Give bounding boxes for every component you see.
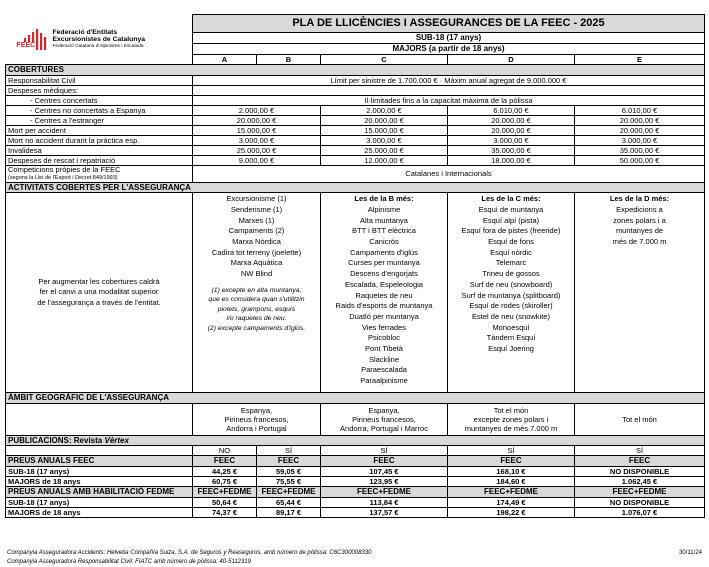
fedme-price-value: 174,49 € [448,497,575,507]
d-activity-item: Monoesquí [492,322,530,332]
ab-activity-item: NW Blind [240,269,273,279]
c-activity-item: Escalada, Espeleologia [345,279,423,289]
fedme-column-header: FEEC+FEDME [448,486,575,497]
e-activity-item: muntanyes de [615,226,664,236]
publicacions-label: PUBLICACIONS: Revista [8,435,103,445]
feec-price-value: 59,05 € [257,466,321,476]
footer-insurer-accidents: Companyia Asseguradora Accidents: Helvetia Compañía Suiza, S.A. de Seguros y Reaseguros, amb número de pòlissa: C6C300008330 [7,550,372,556]
c-activity-item: Raquetes de neu [355,290,413,300]
feec-price-value: 60,75 € [193,476,257,486]
section-publicacions [6,435,705,446]
fedme-price-value: 65,44 € [257,497,321,507]
section-preus-feec: PREUS ANUALS FEEC [6,456,193,467]
coverage-value: 2.000,00 € [321,105,448,115]
preus-fedme-rows [6,497,705,517]
coverage-row-label: - Centres a l'estranger [6,115,193,125]
activitats-note-line: fer el canvi a una modalitat superior [39,287,159,297]
coverage-row-label: Mort per accident [6,125,193,135]
medical-blank [193,85,705,95]
ab-activity-item: Campaments (2) [228,226,285,236]
d-activity-item: Surf de neu (snowboard) [469,279,553,289]
ab-note-1 [195,286,318,324]
coverage-value: 20.000,00 € [575,125,705,135]
feec-column-header: FEEC [575,456,705,467]
coverage-value: 12.000,00 € [321,155,448,165]
fedme-price-label: MAJORS de 18 anys [6,507,193,517]
publicacions-value: NO [193,446,257,456]
coverage-value-ab: 15.000,00 € [193,125,321,135]
plan-table [5,14,705,518]
c-activity-item: Alta muntanya [360,215,408,225]
d-activity-item: Estel de neu (snowkite) [472,311,550,321]
fedme-price-value: 89,17 € [257,507,321,517]
coverage-value: 3.000,00 € [448,135,575,145]
d-activity-item: Surf de muntanya (splitboard) [461,290,561,300]
ambit-d [448,403,575,435]
feec-price-value: 107,45 € [321,466,448,476]
d-activity-item: Esquí alpí (pista) [482,215,540,225]
section-cobertures: COBERTURES [6,65,705,76]
publicacions-blank [6,446,193,456]
c-activity-item: Vies ferrades [361,322,407,332]
c-activity-item: Alpinisme [367,204,401,214]
activitats-note-text [8,277,190,309]
coverage-row [6,125,705,135]
section-ambit: ÀMBIT GEOGRÀFIC DE L'ASSEGURANÇA [6,393,705,404]
majors-header: MAJORS (a partir de 18 anys) [193,44,705,55]
coverage-row [6,105,705,115]
fedme-column-header: FEEC+FEDME [575,486,705,497]
ambit-ab-line: Andorra i Portugal [226,423,287,433]
coverage-value: 15.000,00 € [321,125,448,135]
row-label-concertats: - Centres concertats [6,95,193,105]
coverage-row [6,115,705,125]
preus-feec-rows [6,466,705,486]
activitats-note-line: Per augmentar les cobertures caldrà [38,276,160,286]
e-title: Les de la D més: [609,194,670,204]
row-label-rc: Responsabilitat Civil [6,75,193,85]
c-activity-item: Duatló per muntanya [349,311,419,321]
fedme-price-label: SUB-18 (17 anys) [6,497,193,507]
fedme-column-header: FEEC+FEDME [257,486,321,497]
ambit-ab-line: Espanya, [240,405,273,415]
fedme-column-header: FEEC+FEDME [193,486,257,497]
c-activity-item: Canicròs [369,237,399,246]
feec-price-label: MAJORS de 18 anys [6,476,193,486]
d-activity-item: Esquí fora de pistes (freeride) [461,226,561,236]
coverage-row [6,145,705,155]
d-activity-item: Esquí de rodes (skiroller) [469,301,553,311]
publicacions-value: SÍ [321,446,448,456]
ambit-c-line: Pirineus francesos, [352,414,416,424]
logo-cell [6,15,193,65]
d-activity-item: Esquí nòrdic [490,247,532,257]
concertats-value: Il·limitades fins a la capacitat màxima de la pòlissa [193,95,705,105]
coverage-value: 3.000,00 € [575,135,705,145]
logo-text [53,29,146,50]
coverage-value: 6.010,00 € [575,105,705,115]
coverage-value: 50.000,00 € [575,155,705,165]
feec-price-value: 75,55 € [257,476,321,486]
ambit-c-line: Espanya, [368,405,400,415]
footer-insurer-rc: Companyia Asseguradora Responsabilitat Civil: FIATC amb número de pòlissa: 40-5112319 [7,559,252,565]
c-activity-item: Campaments d'iglús [350,247,418,257]
activitats-note-line: de l'assegurança a través de l'entitat. [37,298,161,308]
feec-price-value: 184,60 € [448,476,575,486]
feec-column-header: FEEC [193,456,257,467]
fedme-price-row [6,507,705,517]
column-header-a: A [193,55,257,65]
logo-line1: Federació d'Entitats [52,28,118,36]
feec-price-label: SUB-18 (17 anys) [6,466,193,476]
row-label-competicions [6,165,193,182]
activitats-d [448,193,575,393]
ab-activity-list [195,194,318,280]
fedme-price-row [6,497,705,507]
coverage-value: 25.000,00 € [321,145,448,155]
ab-activity-item: Marxa Aquàtica [230,258,283,268]
fedme-price-value: 50,64 € [193,497,257,507]
coverage-row [6,155,705,165]
page-title: PLA DE LLICÈNCIES I ASSEGURANCES DE LA FEEC - 2025 [193,15,705,33]
feec-column-header: FEEC [257,456,321,467]
d-activity-item: Esquí de muntanya [478,204,544,214]
preus-fedme-header [6,486,705,497]
coverage-value-ab: 2.000,00 € [193,105,321,115]
coverage-row-label: Invalidesa [6,145,193,155]
coverage-value-ab: 20.000,00 € [193,115,321,125]
ab-note-2: (2) excepte campaments d'iglús. [207,324,306,332]
fedme-price-value: 137,57 € [321,507,448,517]
e-activity-item: Expedicions a [616,204,663,214]
ambit-ab-line: Pirineus francesos, [224,414,289,424]
sub18-header: SUB-18 (17 anys) [193,33,705,44]
d-activity-item: Tàndem Esquí [486,333,536,343]
e-activity-list [577,205,702,248]
ab-activity-item: Marxes (1) [238,215,275,225]
coverage-value: 18.000,00 € [448,155,575,165]
ab-activity-item: Marxa Nòrdica [232,237,281,246]
c-activity-item: Paraescalada [361,365,407,375]
coverage-value: 20.000,00 € [448,115,575,125]
coverage-value: 35.000,00 € [575,145,705,155]
feec-column-header: FEEC [448,456,575,467]
section-activitats: ACTIVITATS COBERTES PER L'ASSEGURANÇA [6,182,705,193]
publicacions-value: SÍ [575,446,705,456]
ab-note-line: (1) excepte en alta muntanya; [211,286,302,294]
ambit-d-line: muntanyes de més 7.000 m [464,423,558,433]
d-activity-item: Esquí de fons [488,237,534,246]
logo-line2: Excursionistes de Catalunya [52,36,146,44]
ambit-d-line: excepte zones polars i [473,414,549,424]
license-plan-sheet [5,14,704,518]
activitats-e [575,193,705,393]
ab-note-line: piolets, grampons, esquís [217,305,296,313]
coverage-row-label: - Centres no concertats a Espanya [6,105,193,115]
feec-price-value: 168,10 € [448,466,575,476]
feec-column-header: FEEC [321,456,448,467]
coverage-value-ab: 25.000,00 € [193,145,321,155]
column-header-b: B [257,55,321,65]
coverage-value: 20.000,00 € [448,125,575,135]
competicions-value: Catalanes i Internacionals [193,165,705,182]
publicacions-row [6,446,705,456]
c-activity-item: BTT i BTT elèctrica [352,226,416,236]
c-activity-item: Psicobloc [367,333,401,343]
d-activity-list [450,205,572,355]
d-title: Les de la C més: [481,194,541,204]
ambit-d-line: Tot el món [493,405,529,415]
logo-acronym: FEEC [16,42,36,50]
c-activity-item: Slackline [368,354,399,364]
competicions-note: (segons la Llei de l'Esport i Decret 849/1993) [8,174,118,181]
c-activity-item: Paraalpinisme [360,376,408,386]
coverage-value: 20.000,00 € [575,115,705,125]
coverage-value: 20.000,00 € [321,115,448,125]
activitats-c [321,193,448,393]
ambit-c-line: Andorra, Portugal i Marroc [340,423,428,433]
ab-note-line: que es considera quan s'utilitzin [208,296,305,304]
logo-line3: Federació Catalana d'Alpinisme i Escalada [52,44,144,50]
ab-activity-item: Senderisme (1) [230,204,283,214]
feec-price-row [6,466,705,476]
activitats-ab [193,193,321,393]
coverage-row-label: Mort no accident durant la pràctica esp. [6,135,193,145]
e-activity-item: més de 7.000 m [612,237,667,246]
footer-date: 30/11/24 [679,550,702,556]
fedme-price-value: NO DISPONIBLE [575,497,705,507]
ab-note-line: i/o raquetes de neu. [226,315,287,323]
coverage-rows [6,105,705,165]
ambit-blank [6,403,193,435]
feec-price-value: 123,95 € [321,476,448,486]
fedme-column-header: FEEC+FEDME [321,486,448,497]
preus-feec-header [6,456,705,467]
column-header-c: C [321,55,448,65]
publicacions-value: SÍ [257,446,321,456]
feec-price-value: 44,25 € [193,466,257,476]
feec-logo [8,28,191,50]
coverage-value-ab: 3.000,00 € [193,135,321,145]
feec-price-row [6,476,705,486]
feec-logo-icon [16,28,50,50]
ab-activity-item: Cadira tot terreny (joelette) [211,247,302,257]
row-label-medical: Despeses mèdiques: [6,85,193,95]
d-activity-item: Telemarc [495,258,527,268]
fedme-price-value: 113,84 € [321,497,448,507]
publicacions-magazine: Vèrtex [104,435,129,445]
publicacions-value: SÍ [448,446,575,456]
e-activity-item: zones polars i a [613,215,666,225]
ambit-c [321,403,448,435]
ambit-e: Tot el món [575,403,705,435]
feec-price-value: NO DISPONIBLE [575,466,705,476]
coverage-value: 35.000,00 € [448,145,575,155]
coverage-value: 6.010,00 € [448,105,575,115]
coverage-row-label: Despeses de rescat i repatriació [6,155,193,165]
c-activity-item: Pont Tibetà [365,344,403,354]
c-title: Les de la B més: [354,194,414,204]
fedme-price-value: 198,22 € [448,507,575,517]
column-header-e: E [575,55,705,65]
coverage-value: 3.000,00 € [321,135,448,145]
ambit-ab [193,403,321,435]
footer [7,549,702,567]
d-activity-item: Esquí Joering [488,344,534,354]
d-activity-item: Trineu de gossos [482,269,540,279]
coverage-row [6,135,705,145]
rc-value: Límit per sinistre de 1.700.000 € · Màxim anual agregat de 9.000.000 € [193,75,705,85]
c-activity-item: Raids d'esports de muntanya [335,301,433,311]
column-header-d: D [448,55,575,65]
fedme-price-value: 74,37 € [193,507,257,517]
ab-activity-item: Excursionisme (1) [226,194,287,204]
c-activity-item: Curses per muntanya [348,258,420,268]
c-activity-item: Descens d'engorjats [350,269,418,279]
fedme-price-value: 1.076,07 € [575,507,705,517]
feec-price-value: 1.062,45 € [575,476,705,486]
activitats-left-note [6,193,193,393]
coverage-value-ab: 9.000,00 € [193,155,321,165]
competicions-label: Competicions pròpies de la FEEC [8,165,121,174]
section-preus-fedme: PREUS ANUALS AMB HABILITACIÓ FEDME [6,486,193,497]
c-activity-list [323,205,445,387]
